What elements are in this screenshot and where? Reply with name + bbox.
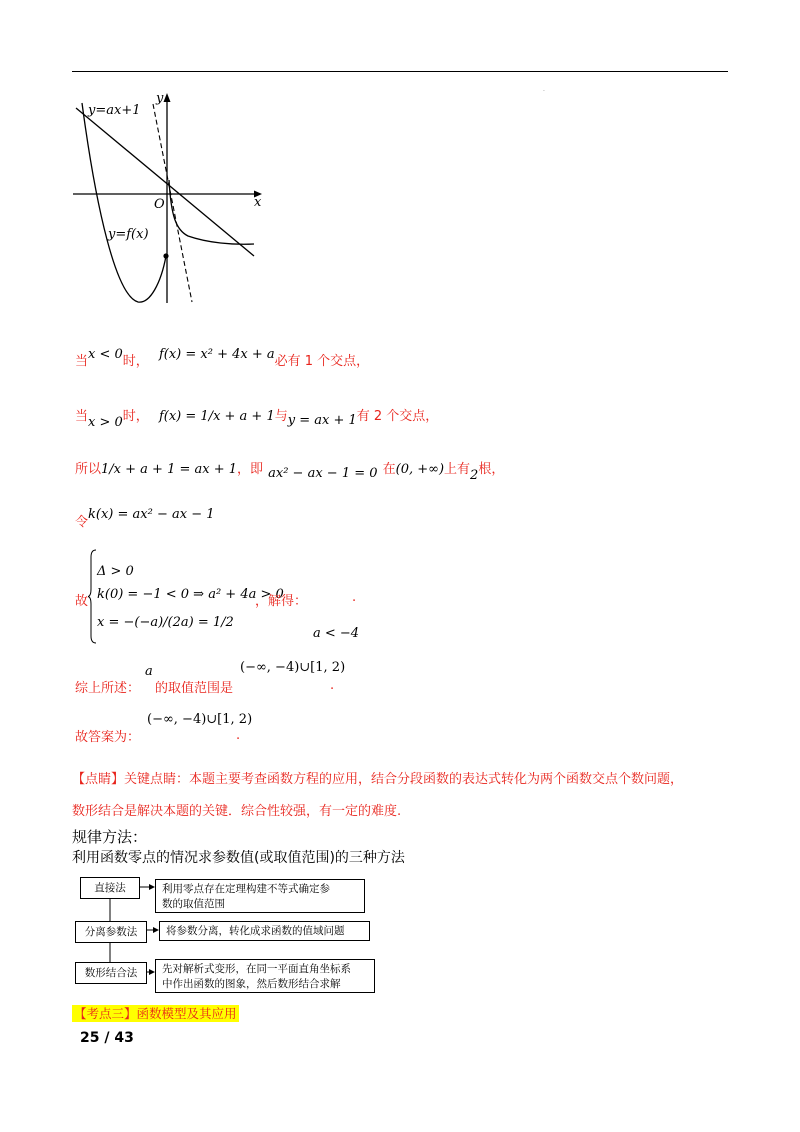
solve-dot: .: [352, 590, 357, 605]
method-label-graphical: 数形结合法: [75, 962, 147, 984]
line-label: y=ax+1: [88, 103, 141, 118]
method-label-direct: 直接法: [80, 877, 140, 899]
answer-value: (−∞, −4)∪[1, 2): [147, 712, 253, 727]
range-value: (−∞, −4)∪[1, 2): [240, 660, 346, 675]
key-point-line-2: 数形结合是解决本题的关键．综合性较强，有一定的难度.: [72, 804, 402, 819]
closed-endpoint: [163, 253, 168, 258]
solve-result: a < −4: [313, 626, 360, 641]
y-axis-label: y: [156, 91, 164, 106]
system-row-3: x = −(−a)/(2a) = 1/2: [97, 615, 234, 630]
key-point-line-1: 【点睛】关键点睛：本题主要考查函数方程的应用，结合分段函数的表达式转化为两个函数交点个数问题，: [72, 772, 684, 787]
method-desc-direct: 利用零点存在定理构建不等式确定参 数的取值范围: [155, 879, 365, 913]
stray-dot: .: [543, 86, 545, 93]
system-row-2: k(0) = −1 < 0 ⇒ a² + 4a > 0: [97, 587, 284, 602]
method-title: 规律方法：: [72, 828, 148, 846]
method-flowchart: [75, 877, 375, 997]
method-subtitle: 利用函数零点的情况求参数值(或取值范围)的三种方法: [72, 850, 405, 866]
system-row-1: Δ > 0: [97, 564, 134, 579]
hyperbola-branch: [169, 180, 254, 244]
header-rule: [72, 71, 728, 72]
range-dot: .: [330, 678, 335, 693]
page-number: 25 / 43: [80, 1030, 134, 1046]
solution-line-2: 当$_{x > 0}$时， f(x) = 1/x + a + 1与$_{y = ax + 1}$有 2 个交点，: [75, 409, 439, 430]
section-heading-kaodian: 【考点三】函数模型及其应用: [74, 1006, 237, 1021]
y-axis-arrow: [164, 93, 171, 102]
solve-label: ，解得：: [255, 594, 308, 609]
curve-label: y=f(x): [108, 227, 149, 242]
method-desc-graphical: 先对解析式变形，在同一平面直角坐标系 中作出函数的图象，然后数形结合求解: [155, 959, 375, 993]
solution-line-1: 当$^{x < 0}$时， $^{f(x) = x^2 + 4x + a}$必有 1 个交点，: [75, 347, 370, 369]
variable-a: a: [145, 664, 153, 679]
solution-line-5-prefix: 故: [75, 594, 89, 609]
answer-dot: .: [236, 728, 241, 743]
solution-line-3: 所以1/x + a + 1 = ax + 1，即 $_{ax^2 - ax - 1 = 0}$ 在(0, +∞)上有$_2$根，: [75, 462, 505, 483]
function-graph: [68, 88, 268, 310]
line-y-ax-plus-1: [76, 108, 254, 256]
method-desc-separation: 将参数分离，转化成求函数的值域问题: [159, 921, 370, 941]
solution-line-4: $_令$k(x) = ax² − ax − 1: [75, 507, 215, 530]
method-label-separation: 分离参数法: [75, 921, 147, 943]
answer-line: 故答案为：: [75, 730, 141, 745]
range-label: 的取值范围是: [155, 681, 234, 696]
x-axis-label: x: [254, 195, 262, 210]
conclusion-line: 综上所述：: [75, 681, 141, 696]
origin-label: O: [154, 197, 165, 212]
